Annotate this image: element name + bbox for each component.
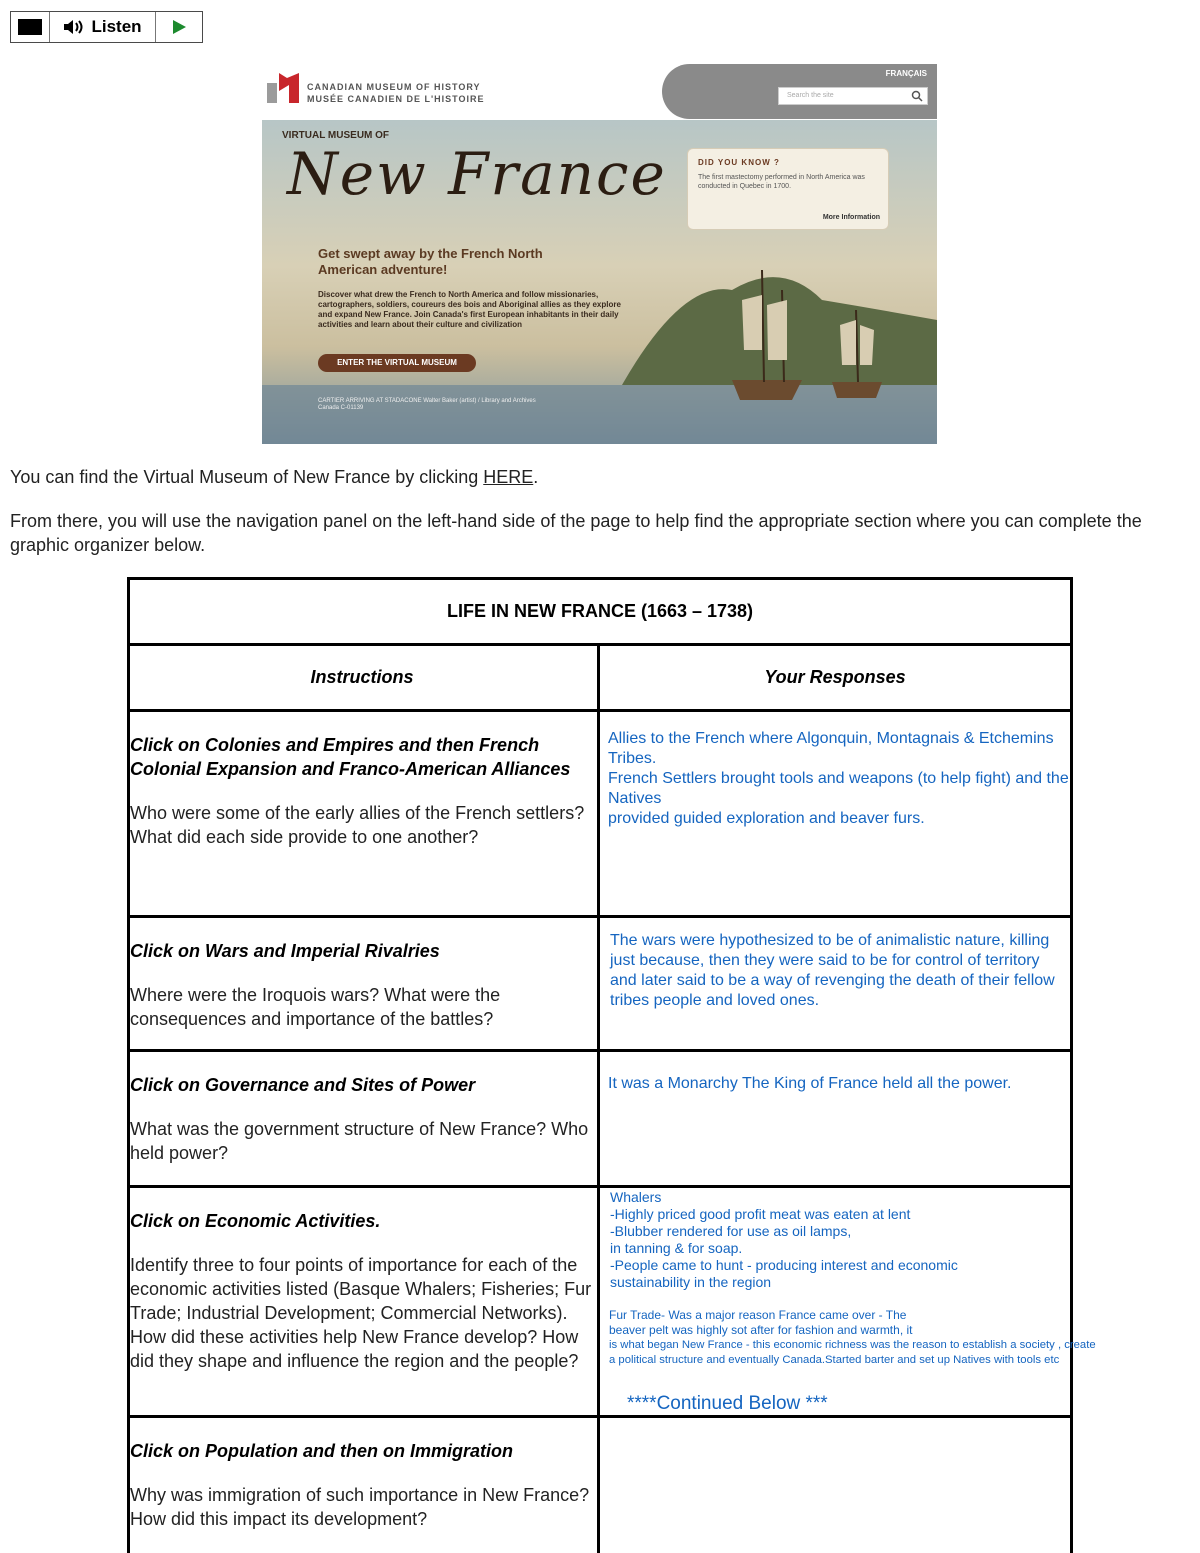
- language-link[interactable]: FRANÇAIS: [885, 69, 927, 78]
- instruction-question: Identify three to four points of importance for each of the economic activities listed (Basque Whalers; Fisheries; Fur Trade; Industrial Development; Commercial Networks). How did these activities help New France develop? How did they shape and influence the region and the people?: [130, 1255, 592, 1371]
- instruction-question: Why was immigration of such importance in New France? How did this impact its development?: [130, 1485, 590, 1529]
- response-cell-colonies[interactable]: [600, 729, 1070, 829]
- search-icon[interactable]: [911, 90, 923, 102]
- instruction-cell-economic: [127, 1209, 597, 1373]
- table-rule: [127, 709, 1073, 712]
- instruction-cell-wars: [127, 939, 597, 1031]
- did-you-know-text: The first mastectomy performed in North America was conducted in Quebec in 1700.: [698, 174, 865, 190]
- banner-small-title: VIRTUAL MUSEUM OF: [282, 130, 390, 141]
- continued-note: ****Continued Below ***: [627, 1393, 828, 1414]
- museum-name-en: CANADIAN MUSEUM OF HISTORY: [307, 82, 481, 92]
- instruction-cell-colonies: [127, 733, 597, 849]
- response-line: -People came to hunt - producing interest and economic: [610, 1257, 958, 1273]
- graphic-organizer-table: [127, 577, 1096, 1553]
- instruction-cell-immigration: [127, 1439, 597, 1531]
- listen-button[interactable]: [50, 12, 156, 42]
- more-information-link[interactable]: More Information: [822, 214, 880, 221]
- intro-text: You can find the Virtual Museum of New France by clicking: [10, 467, 484, 487]
- instruction-title: Click on Wars and Imperial Rivalries: [130, 941, 440, 961]
- banner-headline: Get swept away by the French North American adventure!: [318, 246, 543, 277]
- response-cell-wars[interactable]: [602, 931, 1068, 1011]
- instructions-header: Instructions: [310, 666, 414, 687]
- table-border: [127, 577, 130, 1553]
- response-line: Allies to the French where Algonquin, Montagnais & Etchemins Tribes.: [608, 730, 1054, 767]
- instruction-question: Where were the Iroquois wars? What were the consequences and importance of the battles?: [130, 985, 501, 1029]
- response-line: -Highly priced good profit meat was eaten at lent: [610, 1206, 911, 1222]
- response-cell-economic[interactable]: [602, 1189, 1068, 1291]
- response-line: sustainability in the region: [610, 1274, 772, 1290]
- response-line: Whalers: [610, 1189, 662, 1205]
- stop-button[interactable]: [11, 12, 50, 42]
- response-line: It was a Monarchy The King of France held all the power.: [608, 1075, 1012, 1092]
- listen-label: Listen: [91, 17, 142, 36]
- intro-paragraph-1: [10, 465, 538, 489]
- instruction-title: Click on Economic Activities.: [130, 1211, 381, 1231]
- response-line: Fur Trade- Was a major reason France came over - The: [609, 1308, 907, 1322]
- instruction-title: Click on Population and then on Immigration: [130, 1441, 514, 1461]
- museum-screenshot: [262, 64, 937, 444]
- banner-caption: CARTIER ARRIVING AT STADACONE Walter Baker (artist) / Library and Archives Canada C-01139: [318, 398, 536, 411]
- banner-blurb: Discover what drew the French to North America and follow missionaries, cartographers, soldiers, coureurs des bois and Aboriginal allies as they explore and expand New France. Join Canada's first European inhabitants in their daily activities and learn about their culture and civilization: [318, 290, 621, 329]
- response-cell-governance[interactable]: [600, 1074, 1070, 1094]
- here-link[interactable]: HERE: [483, 467, 534, 487]
- stop-icon: [18, 19, 42, 35]
- museum-logo-icon: [267, 73, 299, 103]
- response-line: a political structure and eventually Canada.Started barter and set up Natives with tools etc: [609, 1354, 1060, 1366]
- instruction-title: Click on Colonies and Empires and then French Colonial Expansion and Franco-American Alliances: [130, 735, 571, 779]
- play-button[interactable]: [156, 12, 202, 42]
- museum-name-fr: MUSÉE CANADIEN DE L'HISTOIRE: [307, 94, 485, 104]
- search-area: [662, 64, 937, 119]
- response-line: provided guided exploration and beaver furs.: [608, 810, 925, 827]
- response-cell-fur-trade[interactable]: [601, 1308, 1096, 1368]
- response-line: in tanning & for soap.: [610, 1240, 743, 1256]
- response-line: is what began New France - this economic richness was the reason to establish a society , create: [609, 1339, 1096, 1351]
- enter-museum-button[interactable]: ENTER THE VIRTUAL MUSEUM: [318, 354, 476, 372]
- museum-name: [307, 81, 485, 105]
- search-input[interactable]: [778, 87, 928, 105]
- play-icon: [171, 19, 187, 35]
- response-line: The wars were hypothesized to be of animalistic nature, killing just because, then they were said to be for control of territory and later said to be a way of revenging the death of their fellow tribes people and loved ones.: [610, 932, 1055, 1009]
- table-rule: [127, 915, 1073, 918]
- table-rule: [127, 1049, 1073, 1052]
- banner-image: [262, 120, 937, 444]
- did-you-know-box: [687, 148, 889, 230]
- organizer-title: LIFE IN NEW FRANCE (1663 – 1738): [446, 600, 754, 621]
- search-placeholder: Search the site: [787, 92, 834, 99]
- listen-toolbar: [10, 11, 203, 43]
- table-border: [1070, 577, 1073, 1553]
- instruction-title: Click on Governance and Sites of Power: [130, 1075, 476, 1095]
- instruction-question: What was the government structure of New France? Who held power?: [130, 1119, 589, 1163]
- did-you-know-title: DID YOU KNOW ?: [698, 158, 780, 167]
- response-line: beaver pelt was highly sot after for fashion and warmth, it: [609, 1323, 913, 1337]
- intro-period: .: [533, 467, 539, 487]
- table-rule: [127, 1185, 1073, 1188]
- instruction-question: Who were some of the early allies of the French settlers? What did each side provide to one another?: [130, 803, 585, 847]
- banner-title: New France: [287, 140, 667, 208]
- speaker-icon: [63, 19, 85, 35]
- response-line: French Settlers brought tools and weapons (to help fight) and the Natives: [608, 770, 1069, 807]
- responses-header: Your Responses: [764, 666, 906, 687]
- response-line: -Blubber rendered for use as oil lamps,: [610, 1223, 852, 1239]
- screenshot-header: [262, 64, 937, 120]
- instruction-cell-governance: [127, 1073, 597, 1165]
- intro-paragraph-2: From there, you will use the navigation panel on the left-hand side of the page to help find the appropriate section where you can complete the graphic organizer below.: [10, 511, 1142, 555]
- response-cell-immigration[interactable]: [600, 1418, 1070, 1553]
